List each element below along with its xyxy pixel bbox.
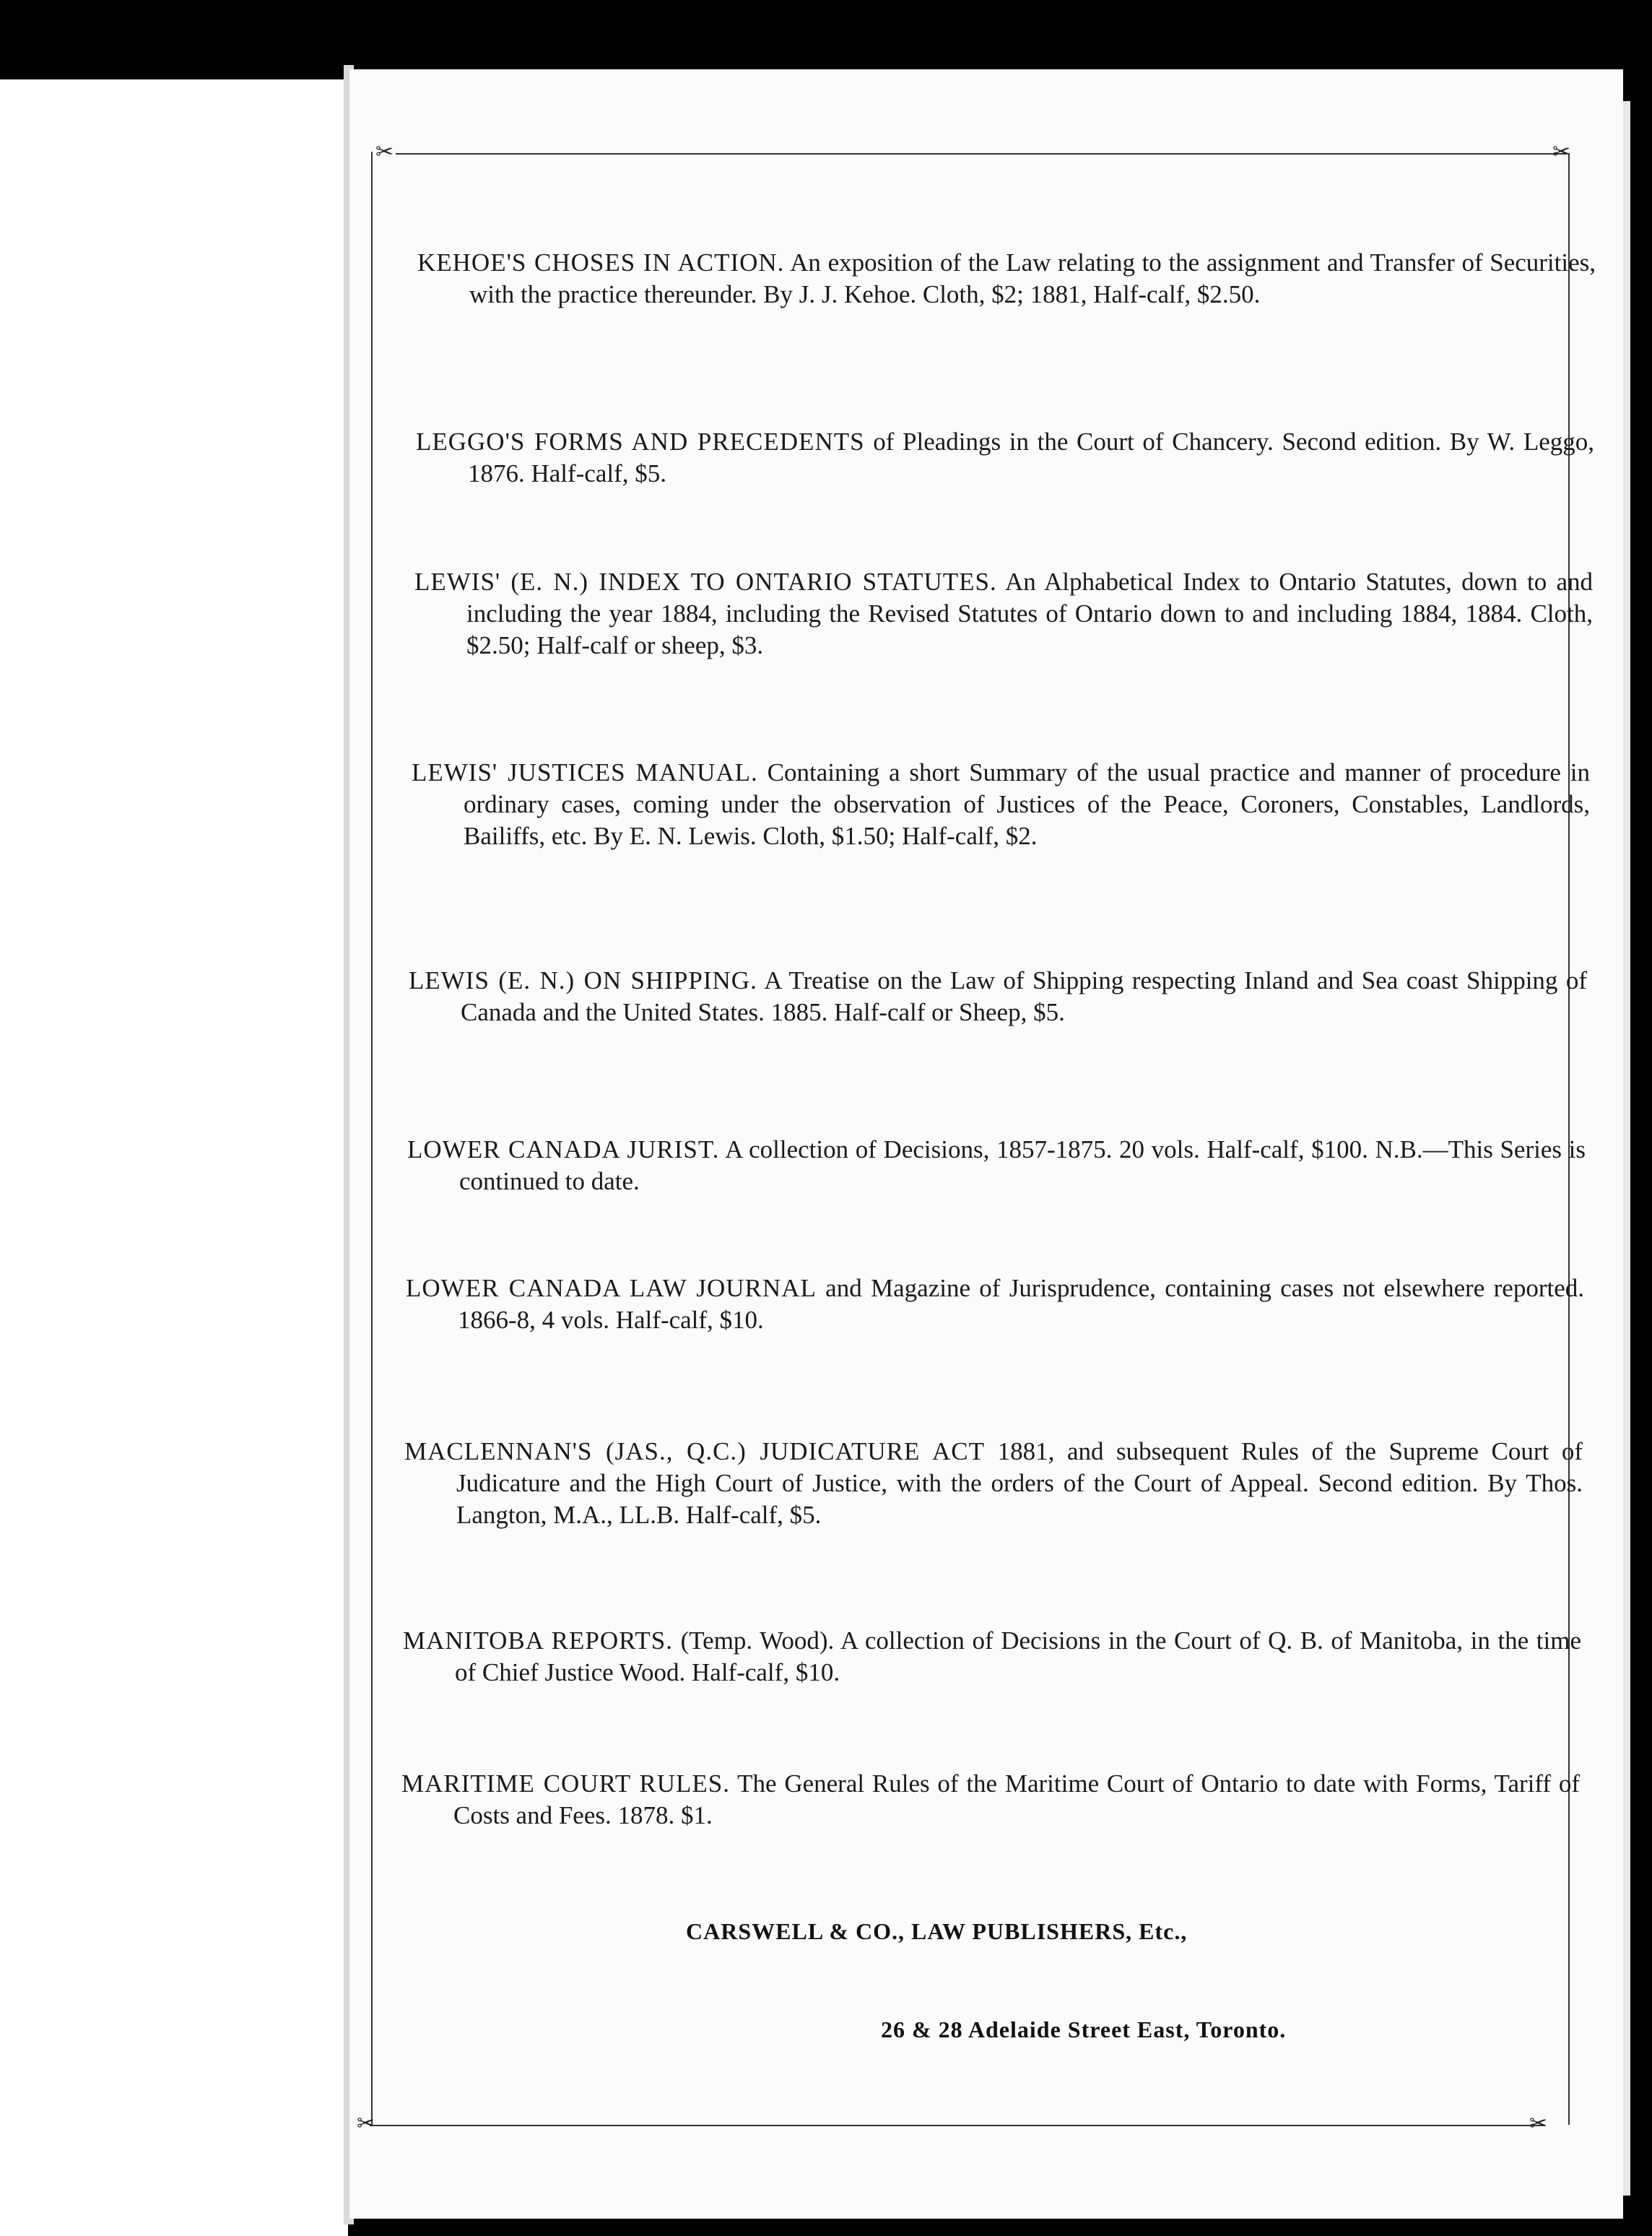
- entry-text: Containing a short Summary of the usual practice and manner of procedure in ordinary cases, coming under the observation of Justices of the Peace, Coroners, Constables, Landlords, Bailiffs, etc. By E. N. Lewis. Cloth, $1.50; Half-calf, $2.: [464, 758, 1590, 850]
- entry-text: A collection of Decisions, 1857-1875. 20 vols. Half-calf, $100. N.B.—This Series is continued to date.: [459, 1135, 1586, 1195]
- catalogue-entry: [401, 1768, 1580, 1832]
- entry-text: and Magazine of Jurisprudence, containing cases not elsewhere reported. 1866-8, 4 vols. Half-calf, $10.: [458, 1274, 1584, 1334]
- entry-text: An exposition of the Law relating to the assignment and Transfer of Securities, with the practice thereunder. By J. J. Kehoe. Cloth, $2; 1881, Half-calf, $2.50.: [469, 248, 1596, 308]
- corner-ornament-icon: ✂: [1552, 139, 1571, 165]
- entry-heading: LOWER CANADA JURIST.: [407, 1135, 720, 1164]
- catalogue-entry: [406, 1273, 1584, 1336]
- publisher-imprint: CARSWELL & CO., LAW PUBLISHERS, Etc.,: [686, 1918, 1188, 1944]
- catalogue-entry: [414, 566, 1593, 662]
- entry-heading: LOWER CANADA LAW JOURNAL: [406, 1274, 817, 1302]
- entry-text: of Pleadings in the Court of Chancery. Second edition. By W. Leggo, 1876. Half-calf, $5.: [468, 428, 1594, 488]
- entry-text: A Treatise on the Law of Shipping respecting Inland and Sea coast Shipping of Canada and the United States. 1885. Half-calf or Sheep, $5.: [461, 966, 1587, 1026]
- catalogue-entry: [407, 1134, 1586, 1197]
- entry-heading: LEWIS' JUSTICES MANUAL.: [412, 758, 758, 786]
- entry-text: (Temp. Wood). A collection of Decisions in the Court of Q. B. of Manitoba, in the time of Chief Justice Wood. Half-calf, $10.: [455, 1626, 1582, 1686]
- catalogue-entry: [404, 1436, 1583, 1531]
- entry-heading: KEHOE'S CHOSES IN ACTION.: [417, 248, 785, 277]
- entry-heading: MACLENNAN'S (JAS., Q.C.) JUDICATURE ACT: [404, 1437, 986, 1465]
- entry-heading: LEWIS (E. N.) ON SHIPPING.: [409, 966, 757, 994]
- catalogue-entry: [409, 965, 1587, 1028]
- catalogue-entry: [417, 247, 1596, 311]
- entry-heading: MARITIME COURT RULES.: [401, 1769, 730, 1798]
- catalogue-entry: [412, 757, 1590, 852]
- entry-text: An Alphabetical Index to Ontario Statutes, down to and including the year 1884, including the Revised Statutes of Ontario down to and including 1884, 1884. Cloth, $2.50; Half-calf or sheep, $3.: [466, 568, 1593, 659]
- entry-text: 1881, and subsequent Rules of the Supreme Court of Judicature and the High Court of Justice, with the orders of the Court of Appeal. Second edition. By Thos. Langton, M.A., LL.B. Half-calf, $5.: [456, 1437, 1583, 1529]
- corner-ornament-icon: ✂: [1529, 2111, 1548, 2136]
- corner-ornament-icon: ✂: [357, 2111, 375, 2136]
- entry-heading: MANITOBA REPORTS.: [403, 1626, 673, 1655]
- catalogue-entry: [403, 1625, 1581, 1689]
- publisher-address: 26 & 28 Adelaide Street East, Toronto.: [881, 2016, 1287, 2042]
- catalogue-entry: [416, 426, 1594, 490]
- entry-heading: LEGGO'S FORMS AND PRECEDENTS: [416, 428, 865, 456]
- corner-ornament-icon: ✂: [375, 139, 394, 165]
- entry-heading: LEWIS' (E. N.) INDEX TO ONTARIO STATUTES.: [414, 568, 997, 596]
- entry-text: The General Rules of the Maritime Court of Ontario to date with Forms, Tariff of Costs and Fees. 1878. $1.: [453, 1769, 1580, 1829]
